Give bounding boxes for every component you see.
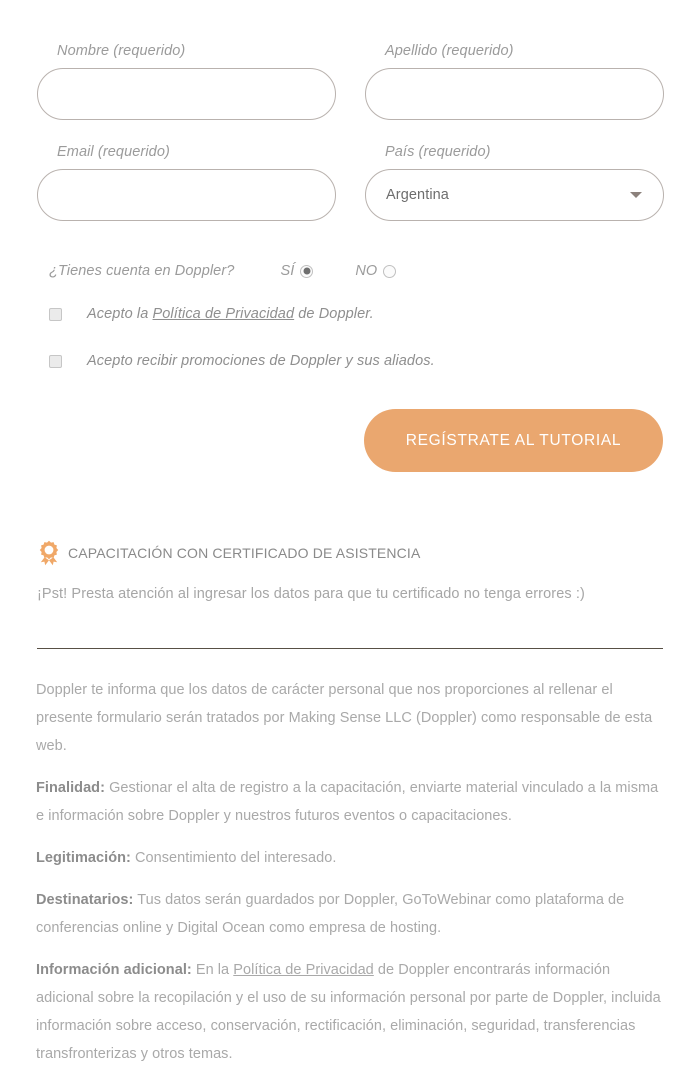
legal-label-legitimacion: Legitimación:: [36, 850, 131, 866]
radio-dot-si[interactable]: [300, 265, 313, 278]
checkbox-promotions[interactable]: [49, 355, 62, 368]
legal-paragraph-legitimacion: [36, 844, 664, 872]
award-ribbon-icon: [37, 540, 61, 566]
legal-label-destinatarios: Destinatarios:: [36, 892, 134, 908]
select-pais[interactable]: [365, 169, 664, 221]
account-question-label: ¿Tienes cuenta en Doppler?: [49, 263, 235, 279]
consent-row-promotions: [37, 352, 663, 371]
certificate-title: CAPACITACIÓN CON CERTIFICADO DE ASISTENCIA: [68, 545, 421, 561]
radio-dot-no[interactable]: [383, 265, 396, 278]
radio-option-no[interactable]: [355, 263, 396, 279]
radio-label-no: NO: [355, 263, 378, 279]
field-group-apellido: [365, 42, 664, 120]
legal-label-finalidad: Finalidad:: [36, 780, 105, 796]
legal-paragraph-intro: Doppler te informa que los datos de carácter personal que nos proporciones al rellenar el presente formulario serán tratados por Making Sense LLC (Doppler) como responsable de esta web.: [36, 682, 653, 754]
certificate-title-row: [37, 540, 663, 566]
legal-paragraph-finalidad: [36, 774, 664, 830]
legal-paragraph-destinatarios: [36, 886, 664, 942]
label-apellido: Apellido (requerido): [385, 43, 514, 59]
label-pais: País (requerido): [385, 144, 491, 160]
consent-text-privacy: [87, 305, 374, 324]
form-row-name: [37, 42, 663, 120]
account-question-row: [37, 263, 663, 279]
radio-option-si[interactable]: [280, 263, 313, 279]
input-apellido[interactable]: [365, 68, 664, 120]
field-group-nombre: [37, 42, 336, 120]
form-row-email-country: [37, 143, 663, 221]
certificate-block: [37, 540, 663, 602]
legal-label-adicional: Información adicional:: [36, 962, 192, 978]
select-pais-value: Argentina: [365, 169, 664, 221]
submit-button[interactable]: REGÍSTRATE AL TUTORIAL: [364, 409, 663, 472]
consent-text-promotions: Acepto recibir promociones de Doppler y sus aliados.: [87, 353, 435, 369]
field-group-email: [37, 143, 336, 221]
input-nombre[interactable]: [37, 68, 336, 120]
label-email: Email (requerido): [57, 144, 170, 160]
legal-body-destinatarios: Tus datos serán guardados por Doppler, GoToWebinar como plataforma de conferencias online y Digital Ocean como empresa de hosting.: [36, 892, 625, 936]
chevron-down-icon: [630, 192, 642, 198]
input-email[interactable]: [37, 169, 336, 221]
radio-label-si: SÍ: [280, 263, 295, 279]
privacy-policy-link[interactable]: Política de Privacidad: [152, 306, 295, 322]
registration-form: [37, 42, 663, 472]
consent-privacy-prefix: Acepto la: [87, 306, 153, 322]
legal-body-adicional-post: de Doppler encontrarás información adicional sobre la recopilación y el uso de su información personal por parte de Doppler, incluida información sobre acceso, conservación, rectificación, eliminación, seguridad, transferencias transfronterizas y otros temas.: [36, 962, 661, 1062]
consent-privacy-suffix: de Doppler.: [294, 306, 374, 322]
consent-row-privacy: [37, 305, 663, 324]
label-nombre: Nombre (requerido): [57, 43, 186, 59]
legal-privacy-policy-link[interactable]: Política de Privacidad: [233, 962, 374, 978]
legal-text-block: [36, 676, 664, 1068]
legal-body-adicional-pre: En la: [191, 962, 234, 978]
legal-body-finalidad: Gestionar el alta de registro a la capacitación, enviarte material vinculado a la misma e información sobre Doppler y nuestros futuros eventos o capacitaciones.: [36, 780, 659, 824]
certificate-note: ¡Pst! Presta atención al ingresar los datos para que tu certificado no tenga errores :): [37, 586, 585, 602]
submit-row: [37, 409, 663, 472]
section-divider: [37, 648, 663, 649]
legal-paragraph-adicional: [36, 956, 664, 1068]
field-group-pais: [365, 143, 664, 221]
legal-body-legitimacion: Consentimiento del interesado.: [130, 850, 337, 866]
checkbox-privacy[interactable]: [49, 308, 62, 321]
